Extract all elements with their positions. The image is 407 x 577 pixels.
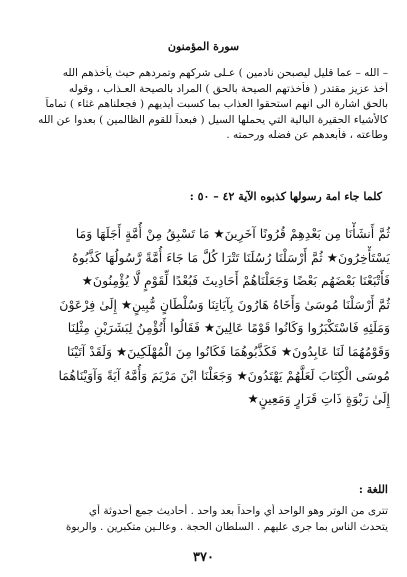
verse-line: يَسْتَأْخِرُونَ★ ثُمَّ أَرْسَلْنَا رُسُلَنَا تَتْرَا كُلَّ مَا جَاءَ أُمَّةً رَّسُولُهَا كَذَّبُوهُ bbox=[72, 249, 390, 265]
verse-line: ثُمَّ أَرْسَلْنَا مُوسَىٰ وَأَخَاهُ هَارُونَ بِآيَاتِنَا وَسُلْطَانٍ مُّبِينٍ★ إِلَىٰ فِرْعَوْنَ bbox=[59, 296, 390, 312]
glossary-paragraph bbox=[24, 504, 388, 535]
commentary-line: أخذ عزيز مقتدر ( فأخذتهم الصيحة بالحق ) المراد بالصيحة العـذاب ، وقوله bbox=[68, 82, 388, 95]
commentary-line: – الله – عما قليل ليصبحن نادمين ) عـلى شركهم وتمردهم حيث يأخذهم الله bbox=[62, 67, 388, 79]
surah-header: سورة المؤمنون bbox=[167, 40, 240, 53]
verse-line: مُوسَى الْكِتَابَ لَعَلَّهُمْ يَهْتَدُونَ★ وَجَعَلْنَا ابْنَ مَرْيَمَ وَأُمَّهُ آيَةً وَآوَيْنَاهُمَا bbox=[58, 367, 390, 383]
commentary-line: بالحق اشارة الى انهم استحقوا العذاب بما كسبت أيديهم ( فجعلناهم غثاء ) تماماً bbox=[45, 98, 388, 110]
commentary-paragraph bbox=[24, 66, 388, 144]
page-number: ٣٧٠ bbox=[193, 550, 214, 565]
commentary-line: كالأشياء الحقيرة البالية التي يحملها السيل ( فبعداً للقوم الظالمين ) بعدوا عن الله bbox=[38, 113, 388, 126]
verse-line: وَقَوْمُهُمَا لَنَا عَابِدُونَ★ فَكَذَّبُوهُمَا فَكَانُوا مِنَ الْمُهْلَكِينَ★ وَلَقَدْ آتَيْنَا bbox=[66, 343, 390, 359]
glossary-line: تترى من الوتر وهو الواحد أي واحداً بعد واحد . أحاديث جمع أحدوثة أي bbox=[88, 505, 388, 517]
commentary-line: وطاعته ، فأبعدهم عن فضله ورحمته . bbox=[226, 129, 388, 141]
glossary-line: يتحدث الناس بما جرى عليهم . السلطان الحجة . وعالـين متكبرين . والربوة bbox=[65, 520, 388, 533]
quran-verses bbox=[16, 222, 390, 411]
glossary-title: اللغة : bbox=[358, 483, 388, 496]
verse-line: إِلَىٰ رَبْوَةٍ ذَاتِ قَرَارٍ وَمَعِينٍ★ bbox=[247, 391, 390, 407]
verse-line: فَأَتْبَعْنَا بَعْضَهُم بَعْضًا وَجَعَلْنَاهُمْ أَحَادِيثَ فَبُعْدًا لِّقَوْمٍ لَّا يُؤْمِنُونَ★ bbox=[81, 273, 390, 289]
verse-line: وَمَلَئِهِ فَاسْتَكْبَرُوا وَكَانُوا قَوْمًا عَالِينَ★ فَقَالُوا أَنُؤْمِنُ لِبَشَرَيْنِ مِثْلِنَا bbox=[67, 320, 390, 336]
verse-line: ثُمَّ أَنشَأْنَا مِن بَعْدِهِمْ قُرُونًا آخَرِينَ★ مَا تَسْبِقُ مِنْ أُمَّةٍ أَجَلَهَا وَمَا bbox=[75, 226, 390, 241]
section-title: كلما جاء امة رسولها كذبوه الآية ٤٢ – ٥٠ : bbox=[189, 190, 382, 203]
